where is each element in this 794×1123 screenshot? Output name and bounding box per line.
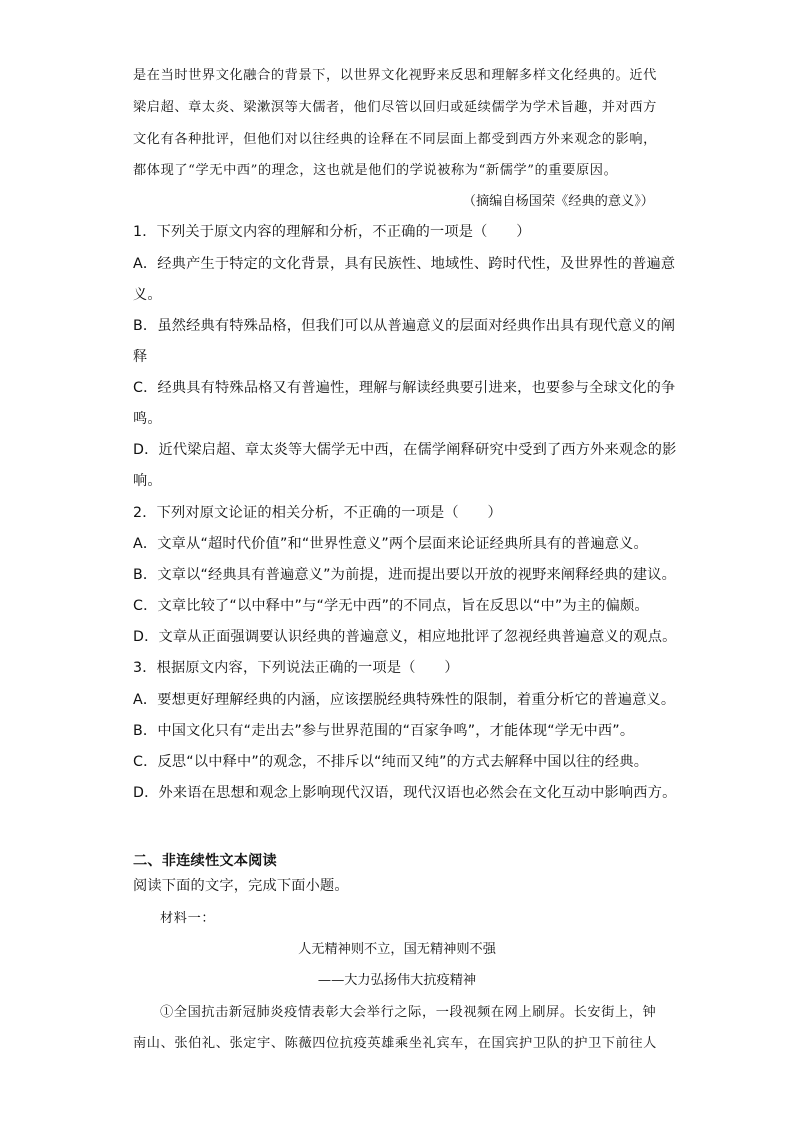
question-2-option-a: A．文章从“超时代价值”和“世界性意义”两个层面来论证经典所具有的普遍意义。 (133, 536, 648, 552)
question-1-stem: 1．下列关于原文内容的理解和分析，不正确的一项是（ ） (133, 224, 531, 240)
material-subtitle: ——大力弘扬伟大抗疫精神 (317, 973, 477, 988)
passage-line: 都体现了“学无中西”的理念，这也就是他们的学说被称为“新儒学”的重要原因。 (133, 163, 618, 178)
question-1-option-c-cont: 鸣。 (133, 411, 162, 427)
passage-line: 是在当时世界文化融合的背景下，以世界文化视野来反思和理解多样文化经典的。近代 (133, 68, 657, 83)
question-1-option-a: A．经典产生于特定的文化背景，具有民族性、地域性、跨时代性，及世界性的普遍意 (133, 256, 676, 272)
question-1-option-b-cont: 释 (133, 349, 148, 365)
material-title: 人无精神则不立，国无精神则不强 (298, 942, 496, 957)
question-1-option-c: C．经典具有特殊品格又有普遍性，理解与解读经典要引进来，也要参与全球文化的争 (133, 380, 676, 396)
material-paragraph-line: 南山、张伯礼、张定宇、陈薇四位抗疫英雄乘坐礼宾车，在国宾护卫队的护卫下前往人 (133, 1036, 657, 1051)
question-3-option-d: D．外来语在思想和观念上影响现代汉语，现代汉语也必然会在文化互动中影响西方。 (133, 785, 677, 801)
passage-line: 梁启超、章太炎、梁漱溟等大儒者，他们尽管以回归或延续儒学为学术旨趣，并对西方 (133, 100, 657, 115)
question-2-option-c: C．文章比较了“以中释中”与“学无中西”的不同点，旨在反思以“中”为主的偏颇。 (133, 598, 649, 614)
material-label: 材料一： (160, 911, 216, 926)
question-2-option-b: B．文章以“经典具有普遍意义”为前提，进而提出要以开放的视野来阐释经典的建议。 (133, 567, 676, 583)
material-paragraph-line: ①全国抗击新冠肺炎疫情表彰大会举行之际，一段视频在网上刷屏。长安街上，钟 (160, 1005, 657, 1020)
question-1-option-b: B．虽然经典有特殊品格，但我们可以从普遍意义的层面对经典作出具有现代意义的阐 (133, 318, 676, 334)
passage-source: （摘编自杨国荣《经典的意义》） (462, 194, 654, 209)
question-2-stem: 2．下列对原文论证的相关分析，不正确的一项是（ ） (133, 505, 502, 521)
question-3-option-b: B．中国文化只有“走出去”参与世界范围的“百家争鸣”，才能体现“学无中西”。 (133, 723, 635, 739)
section-heading: 二、非连续性文本阅读 (133, 853, 277, 869)
question-2-option-d: D．文章从正面强调要认识经典的普遍意义，相应地批评了忽视经典普遍意义的观点。 (133, 629, 677, 645)
section-instruction: 阅读下面的文字，完成下面小题。 (133, 878, 349, 894)
question-3-option-a: A．要想更好理解经典的内涵，应该摆脱经典特殊性的限制，着重分析它的普遍意义。 (133, 692, 676, 708)
question-1-option-d-cont: 响。 (133, 473, 162, 489)
question-1-option-a-cont: 义。 (133, 287, 162, 303)
question-1-option-d: D．近代梁启超、章太炎等大儒学无中西，在儒学阐释研究中受到了西方外来观念的影 (133, 442, 677, 458)
question-3-stem: 3．根据原文内容，下列说法正确的一项是（ ） (133, 660, 459, 676)
question-3-option-c: C．反思“以中释中”的观念，不排斥以“纯而又纯”的方式去解释中国以往的经典。 (133, 754, 649, 770)
passage-line: 文化有各种批评，但他们对以往经典的诠释在不同层面上都受到西方外来观念的影响， (133, 132, 657, 147)
